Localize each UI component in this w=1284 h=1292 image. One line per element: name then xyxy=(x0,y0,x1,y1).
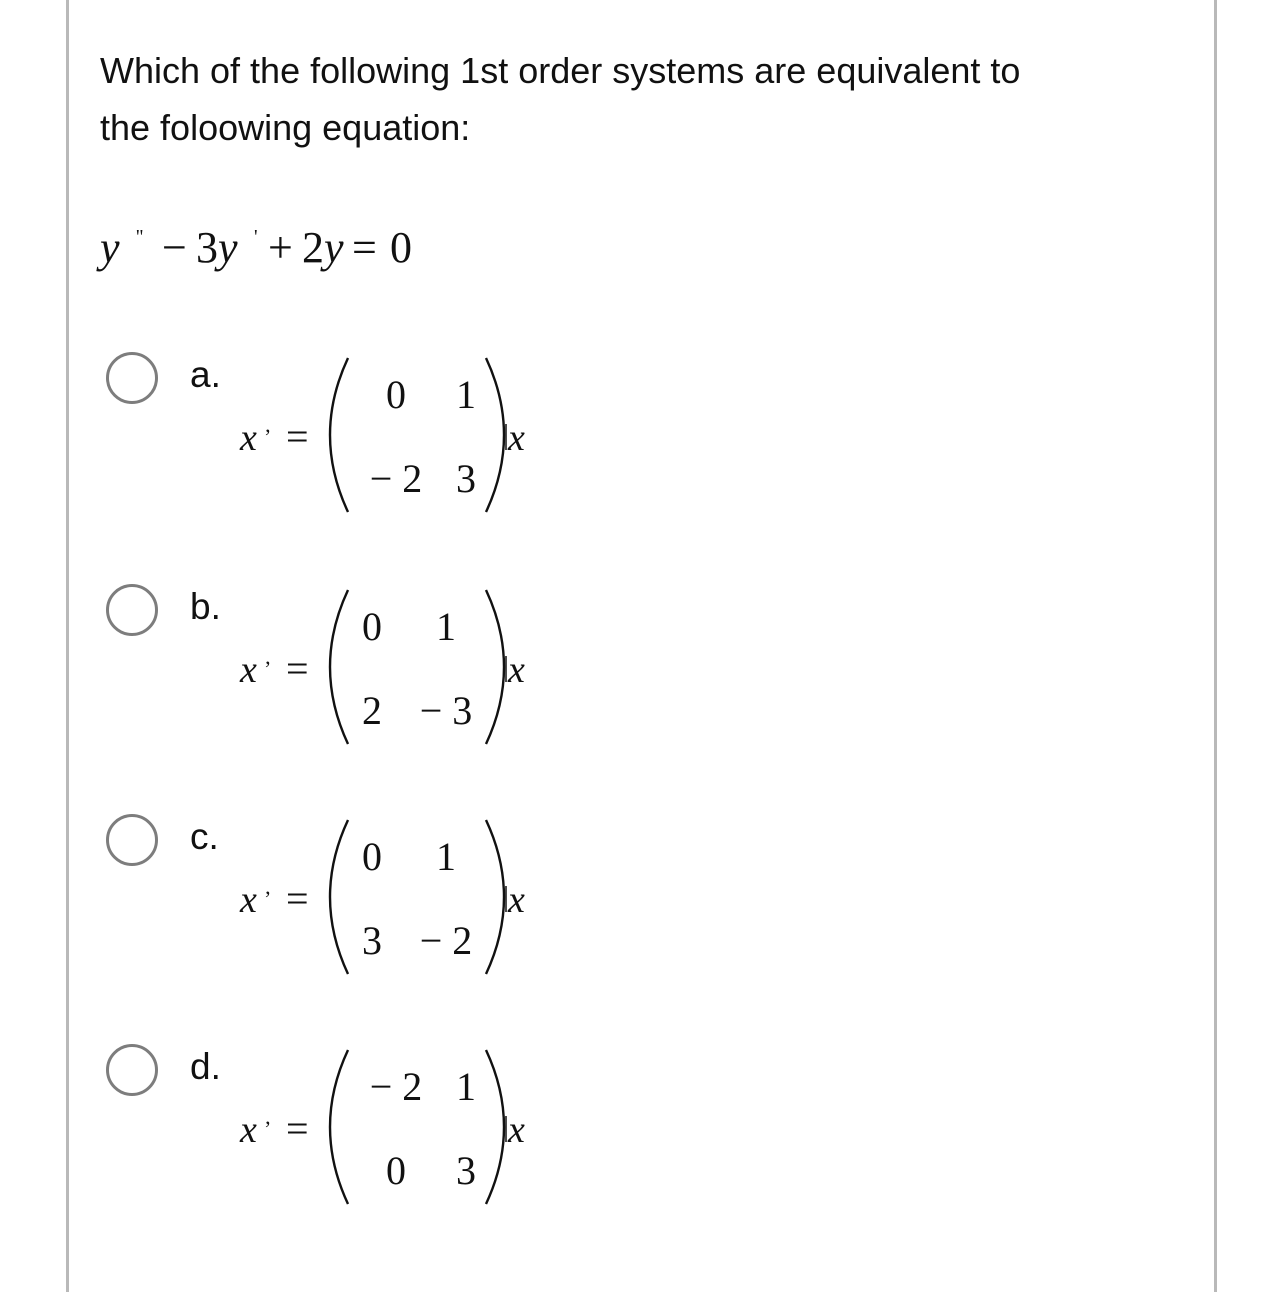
matrix-cell-r2c1: 0 xyxy=(386,1148,406,1193)
lhs-equals: = xyxy=(286,1106,309,1151)
matrix-cell-r2c1: − 2 xyxy=(369,456,423,501)
option-letter: a. xyxy=(190,354,221,395)
right-paren xyxy=(486,820,504,974)
left-paren xyxy=(330,820,348,974)
lhs-x: x xyxy=(240,417,257,459)
eq-double-prime: '' xyxy=(136,226,144,248)
left-paren xyxy=(330,1050,348,1204)
option-letter: d. xyxy=(190,1046,221,1087)
rhs-x: x xyxy=(508,879,525,921)
option-letter: c. xyxy=(190,816,219,857)
lhs-prime: ’ xyxy=(264,886,272,911)
matrix-cell-r2c2: 3 xyxy=(456,456,476,501)
rhs-x: x xyxy=(508,417,525,459)
lhs-x: x xyxy=(240,649,257,691)
radio-button-a[interactable] xyxy=(106,352,158,404)
left-paren xyxy=(330,590,348,744)
right-paren xyxy=(486,590,504,744)
eq-equals: = xyxy=(352,223,377,272)
lhs-x: x xyxy=(240,879,257,921)
matrix-cell-r1c1: 0 xyxy=(362,604,382,649)
option-b[interactable] xyxy=(0,582,1284,762)
eq-minus: − xyxy=(162,223,187,272)
left-paren xyxy=(330,358,348,512)
lhs-prime: ’ xyxy=(264,1116,272,1141)
eq-coef-3: 3 xyxy=(196,223,218,272)
eq-y-prime-var: y xyxy=(218,223,238,272)
matrix-cell-r2c1: 2 xyxy=(362,688,382,733)
lhs-prime: ’ xyxy=(264,424,272,449)
matrix-equation-d xyxy=(230,1042,550,1212)
matrix-cell-r1c1: 0 xyxy=(386,372,406,417)
matrix-equation-b xyxy=(230,582,550,752)
matrix-cell-r1c1: 0 xyxy=(362,834,382,879)
rhs-x: x xyxy=(508,1109,525,1151)
eq-prime: ' xyxy=(254,226,258,248)
option-letter: b. xyxy=(190,586,221,627)
matrix-cell-r2c2: − 3 xyxy=(419,688,473,733)
matrix-equation-a xyxy=(230,350,550,520)
eq-y: y xyxy=(100,223,120,272)
option-d[interactable] xyxy=(0,1042,1284,1222)
matrix-cell-r1c2: 1 xyxy=(456,1064,476,1109)
right-paren xyxy=(486,1050,504,1204)
question-text xyxy=(100,42,1140,156)
matrix-cell-r1c2: 1 xyxy=(436,834,456,879)
radio-button-c[interactable] xyxy=(106,814,158,866)
lhs-x: x xyxy=(240,1109,257,1151)
matrix-cell-r1c2: 1 xyxy=(436,604,456,649)
eq-zero: 0 xyxy=(390,223,412,272)
option-c[interactable] xyxy=(0,812,1284,992)
eq-y-var: y xyxy=(324,223,344,272)
radio-button-d[interactable] xyxy=(106,1044,158,1096)
matrix-cell-r1c1: − 2 xyxy=(369,1064,423,1109)
eq-coef-2: 2 xyxy=(302,223,324,272)
right-paren xyxy=(486,358,504,512)
matrix-cell-r2c2: 3 xyxy=(456,1148,476,1193)
lhs-equals: = xyxy=(286,414,309,459)
matrix-cell-r2c1: 3 xyxy=(362,918,382,963)
question-line-1: Which of the following 1st order systems are equivalent to xyxy=(100,50,1021,91)
matrix-equation-c xyxy=(230,812,550,982)
lhs-equals: = xyxy=(286,646,309,691)
option-a[interactable] xyxy=(0,350,1284,530)
question-line-2: the foloowing equation: xyxy=(100,107,471,148)
rhs-x: x xyxy=(508,649,525,691)
radio-button-b[interactable] xyxy=(106,584,158,636)
matrix-cell-r2c2: − 2 xyxy=(419,918,473,963)
eq-plus: + xyxy=(268,223,293,272)
lhs-prime: ’ xyxy=(264,656,272,681)
lhs-equals: = xyxy=(286,876,309,921)
matrix-cell-r1c2: 1 xyxy=(456,372,476,417)
